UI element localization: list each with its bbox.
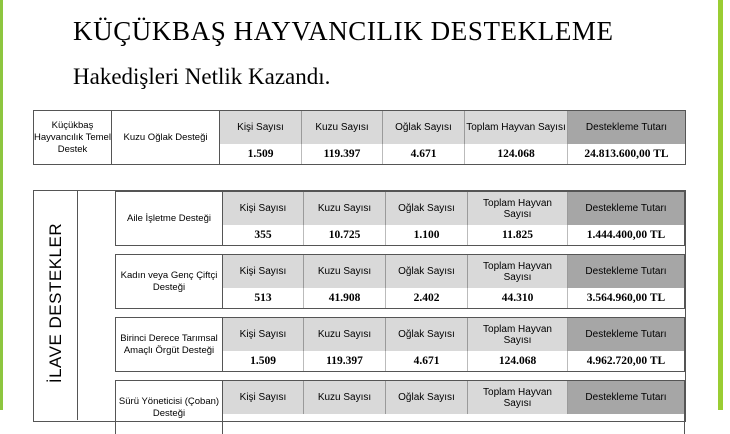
header-destekleme-tutari: Destekleme Tutarı xyxy=(568,381,684,414)
orgut-kuzu-value: 119.397 xyxy=(304,351,386,371)
header-oglak-sayisi: Oğlak Sayısı xyxy=(386,381,468,414)
header-toplam-hayvan-sayisi: Toplam Hayvan Sayısı xyxy=(468,381,568,414)
kadin-genc-toplam-value: 44.310 xyxy=(468,288,568,308)
header-toplam-hayvan-sayisi: Toplam Hayvan Sayısı xyxy=(468,192,568,225)
header-toplam-hayvan-sayisi: Toplam Hayvan Sayısı xyxy=(468,318,568,351)
ilave-row-orgut xyxy=(115,317,685,372)
header-destekleme-tutari: Destekleme Tutarı xyxy=(568,111,685,144)
header-destekleme-tutari: Destekleme Tutarı xyxy=(568,192,684,225)
suru-row-label: Sürü Yöneticisi (Çoban) Desteği xyxy=(116,381,223,434)
header-kisi-sayisi: Kişi Sayısı xyxy=(223,381,304,414)
page-title: KÜÇÜKBAŞ HAYVANCILIK DESTEKLEME xyxy=(73,16,614,46)
header-kuzu-sayisi: Kuzu Sayısı xyxy=(304,192,386,225)
orgut-tutar-value: 4.962.720,00 TL xyxy=(586,355,666,367)
aile-row-label: Aile İşletme Desteği xyxy=(116,192,223,245)
temel-row-label: Kuzu Oğlak Desteği xyxy=(112,111,220,164)
kadin-genc-tutar-value: 3.564.960,00 TL xyxy=(586,292,666,304)
header-kuzu-sayisi: Kuzu Sayısı xyxy=(302,111,383,144)
header-kuzu-sayisi: Kuzu Sayısı xyxy=(304,255,386,288)
aile-oglak-value: 1.100 xyxy=(386,225,468,245)
header-oglak-sayisi: Oğlak Sayısı xyxy=(386,192,468,225)
ilave-row-suru xyxy=(115,380,685,434)
orgut-kisi-value: 1.509 xyxy=(223,351,304,371)
kadin-genc-kuzu-value: 41.908 xyxy=(304,288,386,308)
temel-group-label: Küçükbaş Hayvancılık Temel Destek xyxy=(34,111,112,164)
header-kisi-sayisi: Kişi Sayısı xyxy=(223,255,304,288)
kadin-genc-oglak-value: 2.402 xyxy=(386,288,468,308)
temel-kisi-value: 1.509 xyxy=(220,144,302,164)
header-kisi-sayisi: Kişi Sayısı xyxy=(223,318,304,351)
kadin-genc-kisi-value: 513 xyxy=(223,288,304,308)
header-toplam-hayvan-sayisi: Toplam Hayvan Sayısı xyxy=(465,111,568,144)
header-destekleme-tutari: Destekleme Tutarı xyxy=(568,318,684,351)
header-destekleme-tutari: Destekleme Tutarı xyxy=(568,255,684,288)
header-oglak-sayisi: Oğlak Sayısı xyxy=(386,255,468,288)
orgut-row-label: Birinci Derece Tarımsal Amaçlı Örgüt Desteği xyxy=(116,318,223,371)
aile-kuzu-value: 10.725 xyxy=(304,225,386,245)
temel-destek-table xyxy=(33,110,686,165)
temel-kuzu-value: 119.397 xyxy=(302,144,383,164)
header-kisi-sayisi: Kişi Sayısı xyxy=(223,192,304,225)
ilave-divider xyxy=(77,190,78,420)
ilave-row-kadin-genc xyxy=(115,254,685,309)
orgut-toplam-value: 124.068 xyxy=(468,351,568,371)
ilave-row-aile xyxy=(115,191,685,246)
temel-toplam-value: 124.068 xyxy=(465,144,568,164)
header-oglak-sayisi: Oğlak Sayısı xyxy=(386,318,468,351)
aile-kisi-value: 355 xyxy=(223,225,304,245)
page-frame-left xyxy=(0,0,3,410)
aile-tutar-value: 1.444.400,00 TL xyxy=(586,229,666,241)
kadin-genc-row-label: Kadın veya Genç Çiftçi Desteği xyxy=(116,255,223,308)
header-kuzu-sayisi: Kuzu Sayısı xyxy=(304,381,386,414)
header-oglak-sayisi: Oğlak Sayısı xyxy=(383,111,465,144)
page-subtitle: Hakedişleri Netlik Kazandı. xyxy=(73,64,331,89)
header-kuzu-sayisi: Kuzu Sayısı xyxy=(304,318,386,351)
orgut-oglak-value: 4.671 xyxy=(386,351,468,371)
header-kisi-sayisi: Kişi Sayısı xyxy=(220,111,302,144)
ilave-side-label: İLAVE DESTEKLER xyxy=(46,222,65,384)
temel-oglak-value: 4.671 xyxy=(383,144,465,164)
temel-tutar-value: 24.813.600,00 TL xyxy=(584,148,669,160)
header-toplam-hayvan-sayisi: Toplam Hayvan Sayısı xyxy=(468,255,568,288)
page-frame-right xyxy=(718,0,723,410)
aile-toplam-value: 11.825 xyxy=(468,225,568,245)
